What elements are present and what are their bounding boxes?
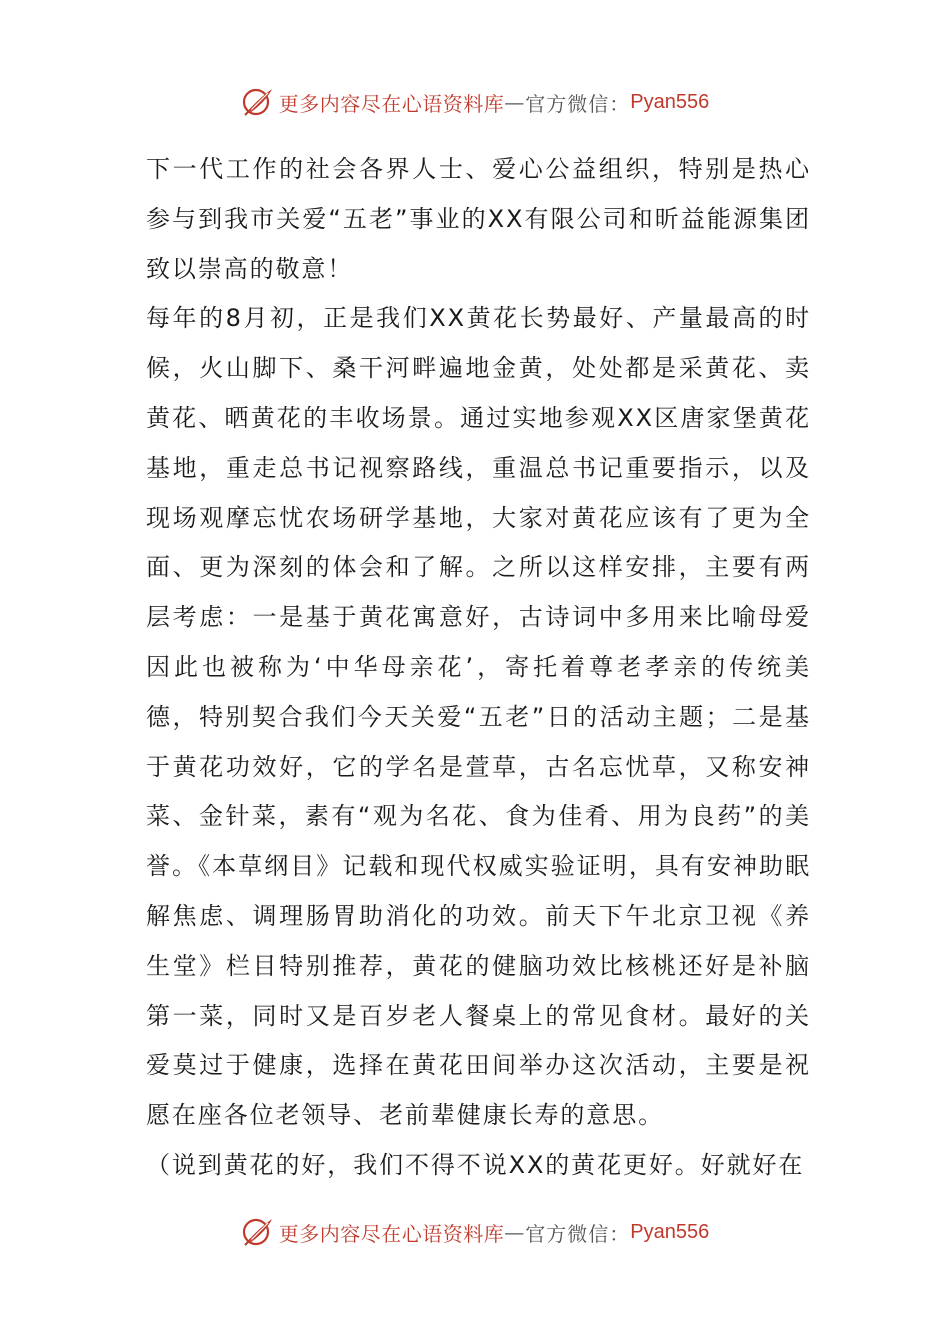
footer-banner-separator: — xyxy=(504,1220,526,1244)
paragraph-2: 每年的8月初，正是我们XX黄花长势最好、产量最高的时候，火山脚下、桑干河畔遍地金黄，处处都是采黄花、卖黄花、晒黄花的丰收场景。通过实地参观XX区唐家堡黄花基地，重走总书记视察路线，重温总书记重要指示，以及现场观摩忘忧农场研学基地，大家对黄花应该有了更为全面、更为深刻的体会和了解。之所以这样安排，主要有两层考虑：一是基于黄花寓意好，古诗词中多用来比喻母爱因此也被称为‘中华母亲花’，寄托着尊老孝亲的传统美德，特别契合我们今天关爱“五老”日的活动主题；二是基于黄花功效好，它的学名是萱草，古名忘忧草，又称安神菜、金针菜，素有“观为名花、食为佳肴、用为良药”的美誉。《本草纲目》记载和现代权威实验证明，具有安神助眠解焦虑、调理肠胃助消化的功效。前天下午北京卫视《养生堂》栏目特别推荐，黄花的健脑功效比核桃还好是补脑第一菜，同时又是百岁老人餐桌上的常见食材。最好的关爱莫过于健康，选择在黄花田间举办这次活动，主要是祝愿在座各位老领导、老前辈健康长寿的意思。 xyxy=(146,304,811,1130)
header-banner-title: 更多内容尽在心语资料库 xyxy=(278,91,505,116)
quill-pen-logo-icon xyxy=(241,1215,275,1249)
footer-banner-wechat-id: Pyan556 xyxy=(630,1220,710,1243)
footer-banner xyxy=(0,1210,950,1254)
footer-banner-title: 更多内容尽在心语资料库 xyxy=(278,1221,505,1246)
header-banner xyxy=(0,80,950,124)
paragraph-3: （说到黄花的好，我们不得不说XX的黄花更好。好就好在 xyxy=(146,1150,805,1179)
footer-banner-wechat-label: 官方微信： xyxy=(525,1221,631,1246)
paragraph-1: 下一代工作的社会各界人士、爱心公益组织，特别是热心参与到我市关爱“五老”事业的XX有限公司和昕益能源集团致以崇高的敬意！ xyxy=(146,155,811,283)
quill-pen-logo-icon xyxy=(241,85,275,119)
header-banner-wechat-id: Pyan556 xyxy=(630,90,710,113)
document-body xyxy=(146,145,811,1191)
header-banner-separator: — xyxy=(504,90,526,114)
header-banner-wechat-label: 官方微信： xyxy=(525,91,631,116)
